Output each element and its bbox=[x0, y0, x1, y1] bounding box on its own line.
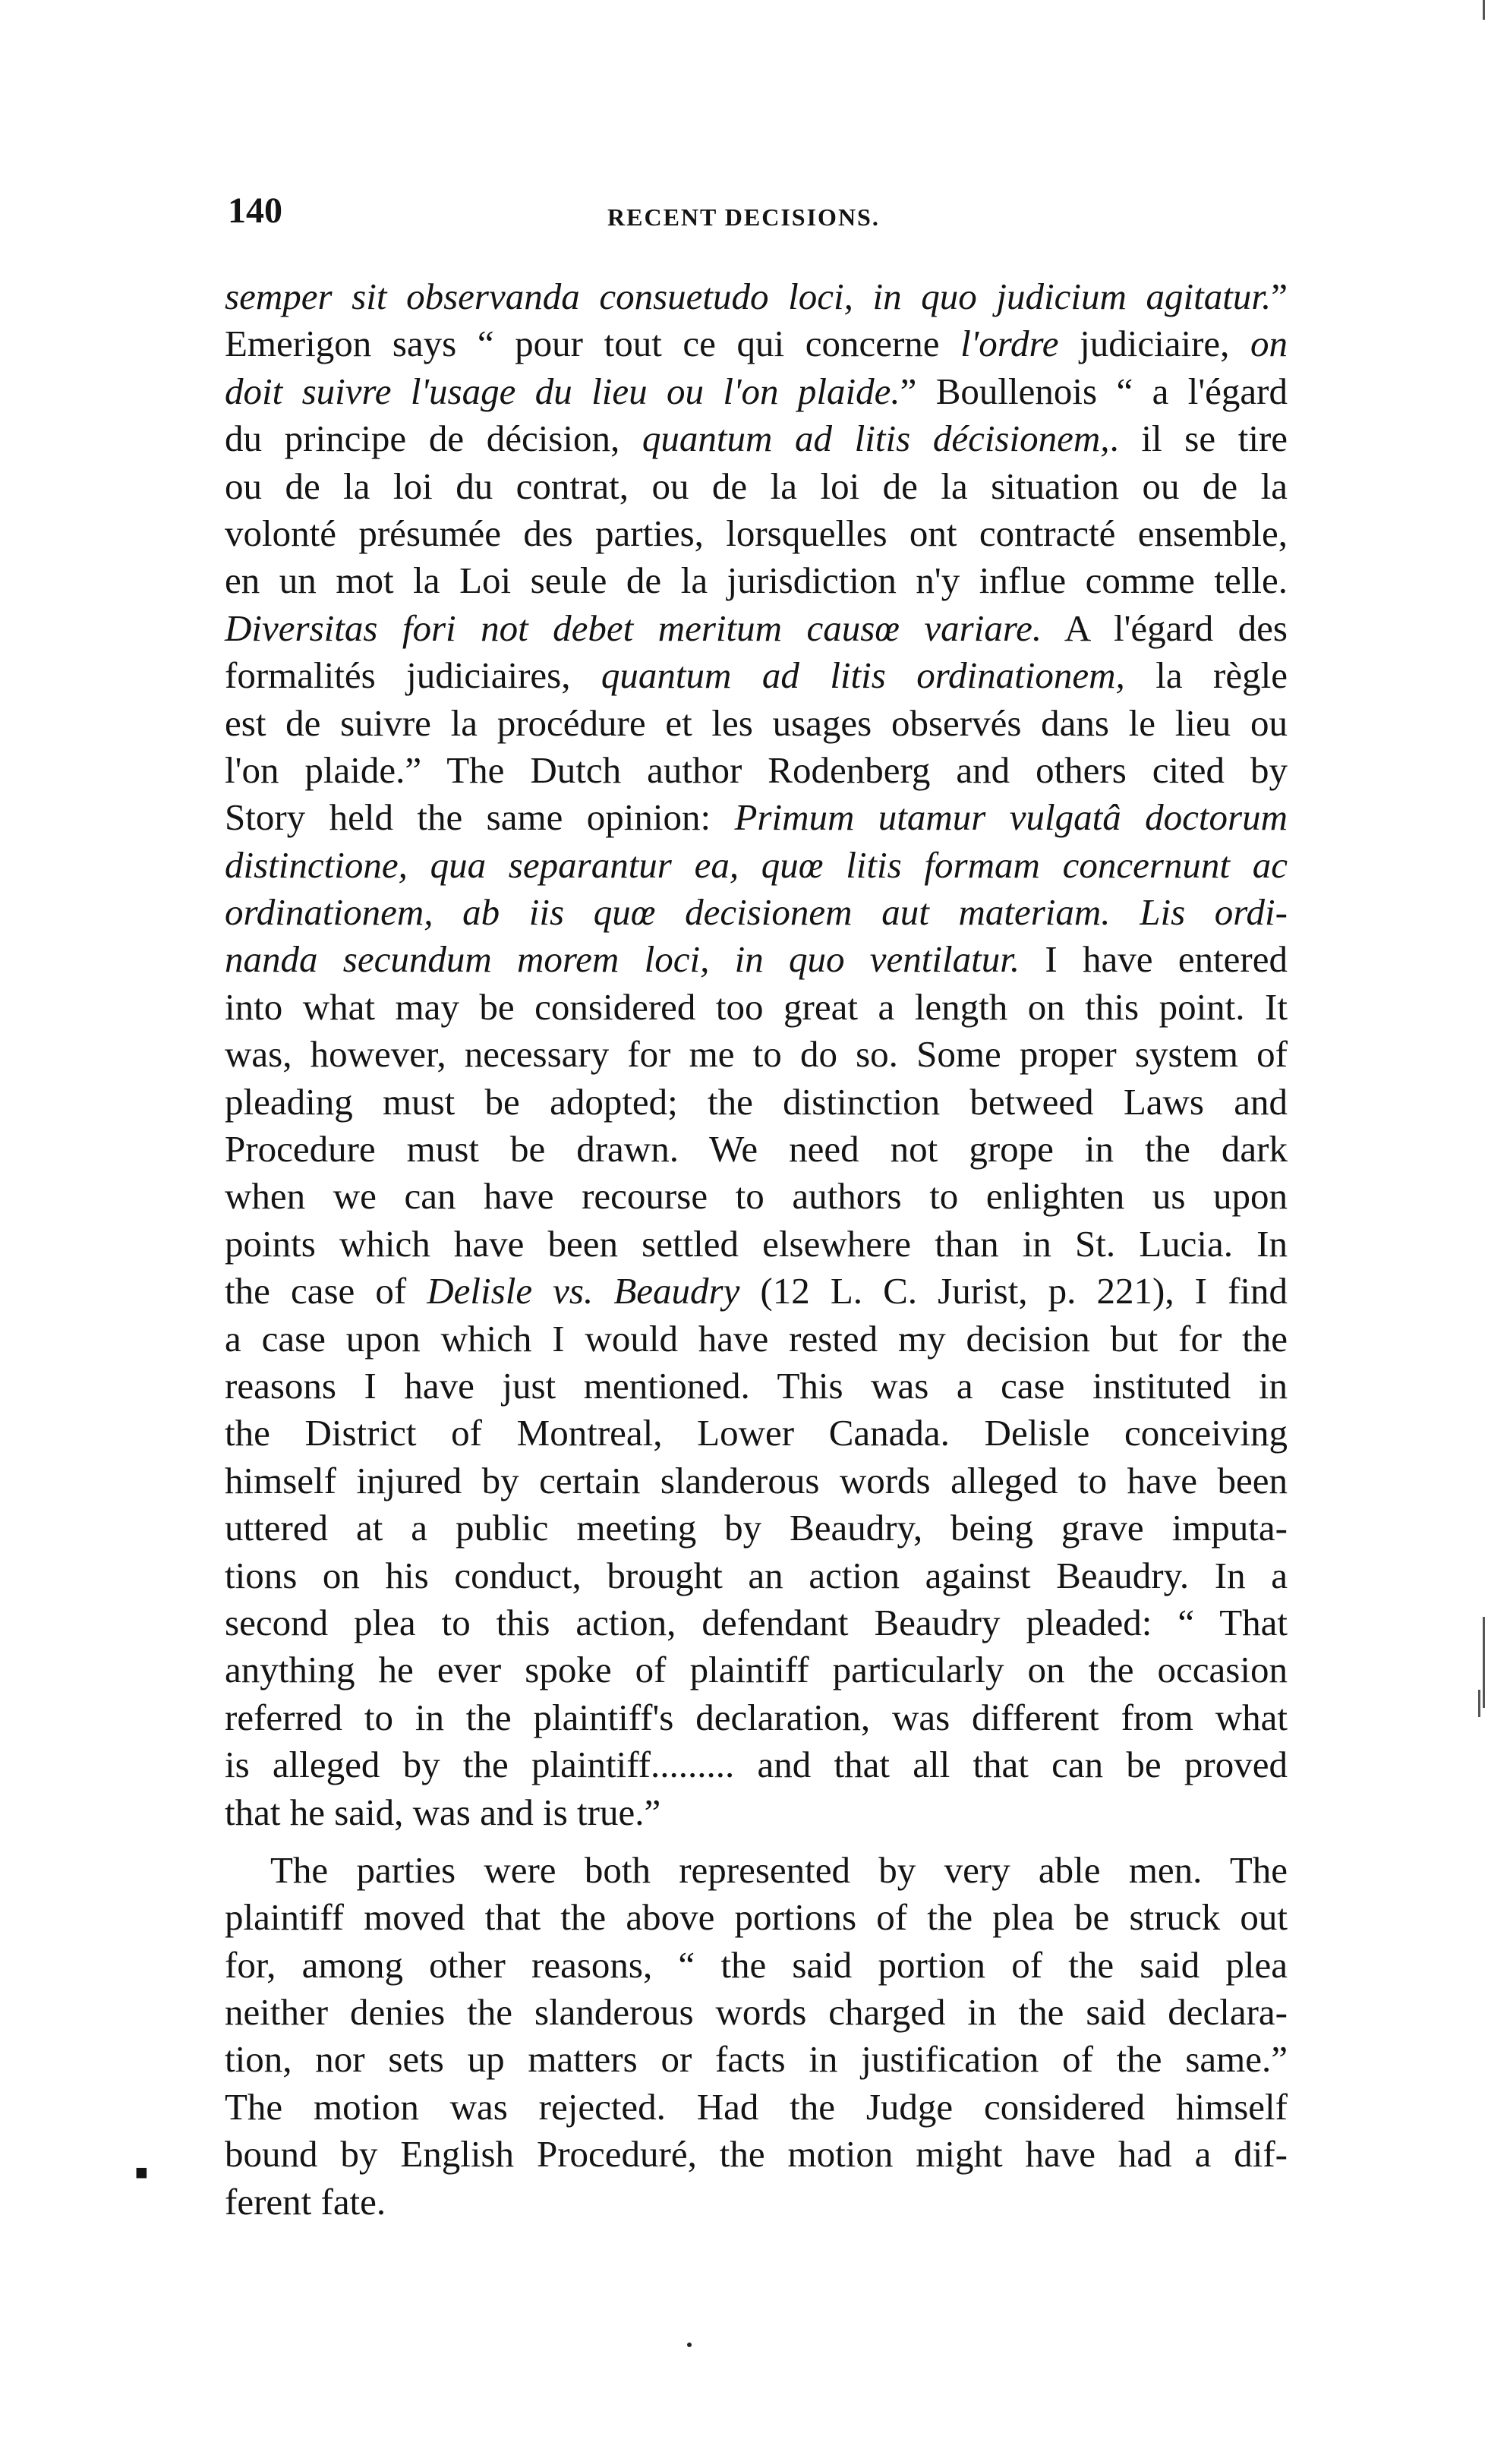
text-line bbox=[225, 510, 1288, 557]
text-line bbox=[225, 936, 1288, 983]
text-line bbox=[225, 1457, 1288, 1505]
text-line bbox=[225, 368, 1288, 415]
text-line bbox=[225, 1173, 1288, 1220]
text-line bbox=[225, 1989, 1288, 2036]
text-line bbox=[225, 1126, 1288, 1173]
text-line bbox=[225, 1646, 1288, 1694]
text-line bbox=[225, 747, 1288, 794]
italic-text: doit suivre l'usage du lieu ou l'on plaide. bbox=[225, 370, 900, 412]
page-edge-mark bbox=[1483, 1617, 1485, 1708]
paragraph-gap bbox=[225, 1836, 1288, 1847]
text-run: ou de la loi du contrat, ou de la loi de la situation ou de la bbox=[225, 465, 1288, 507]
text-run: ferent fate. bbox=[225, 2180, 386, 2223]
italic-text: on bbox=[1250, 323, 1288, 365]
margin-pointer-mark: ■ bbox=[135, 2161, 148, 2185]
text-run: du principe de décision, bbox=[225, 417, 642, 460]
text-line bbox=[225, 1942, 1288, 1989]
text-run: reasons I have just mentioned. This was a case instituted in bbox=[225, 1364, 1288, 1407]
text-run: second plea to this action, defendant Beaudry pleaded: “ That bbox=[225, 1601, 1288, 1643]
text-run: himself injured by certain slanderous words alleged to have been bbox=[225, 1459, 1288, 1501]
italic-text: Primum utamur vulgatâ doctorum bbox=[734, 796, 1288, 839]
text-line bbox=[225, 463, 1288, 510]
page-header bbox=[228, 190, 1291, 243]
text-run: The parties were both represented by very able men. The bbox=[270, 1848, 1288, 1891]
text-line bbox=[225, 1363, 1288, 1410]
text-run: bound by English Proceduré, the motion might have had a dif- bbox=[225, 2133, 1288, 2176]
page-edge-mark bbox=[1478, 1690, 1480, 1717]
text-line bbox=[225, 1268, 1288, 1315]
text-line bbox=[225, 2036, 1288, 2083]
text-line bbox=[225, 605, 1288, 652]
text-line bbox=[225, 1694, 1288, 1741]
text-line bbox=[225, 1847, 1288, 1894]
text-run: tion, nor sets up matters or facts in justification of the same.” bbox=[225, 2038, 1288, 2081]
text-run: judiciaire, bbox=[1058, 323, 1250, 365]
text-run: is alleged by the plaintiff......... and that all that can be proved bbox=[225, 1744, 1288, 1786]
text-run: The motion was rejected. Had the Judge considered himself bbox=[225, 2085, 1288, 2128]
italic-text: Delisle vs. Beaudry bbox=[427, 1270, 740, 1312]
text-run: the case of bbox=[225, 1270, 427, 1312]
text-line bbox=[225, 652, 1288, 699]
text-run: tions on his conduct, brought an action against Beaudry. In a bbox=[225, 1554, 1288, 1596]
text-line bbox=[225, 557, 1288, 604]
text-line bbox=[225, 2131, 1288, 2178]
text-run: anything he ever spoke of plaintiff particularly on the occasion bbox=[225, 1649, 1288, 1691]
text-line bbox=[225, 889, 1288, 936]
italic-text: quantum ad litis décisionem, bbox=[642, 417, 1110, 460]
text-line bbox=[225, 1079, 1288, 1126]
paragraph bbox=[225, 1847, 1288, 2226]
italic-text: distinctione, qua separantur ea, quœ litis formam concernunt ac bbox=[225, 843, 1288, 886]
text-run: la règle bbox=[1124, 654, 1288, 697]
page-edge-mark bbox=[1483, 0, 1485, 20]
text-line bbox=[225, 1031, 1288, 1078]
text-line bbox=[225, 1552, 1288, 1599]
italic-text: nanda secundum morem loci, in quo ventilatur. bbox=[225, 938, 1020, 981]
text-run: the District of Montreal, Lower Canada. Delisle conceiving bbox=[225, 1412, 1288, 1454]
text-run: Story held the same opinion: bbox=[225, 796, 735, 839]
text-run: l'on plaide.” The Dutch author Rodenberg and others cited by bbox=[225, 748, 1288, 791]
text-line bbox=[225, 2084, 1288, 2131]
page-bottom-dot bbox=[687, 2343, 692, 2347]
text-line bbox=[225, 842, 1288, 889]
body-text bbox=[225, 273, 1288, 2226]
page-number: 140 bbox=[228, 191, 282, 231]
text-run: Procedure must be drawn. We need not grope in the dark bbox=[225, 1128, 1288, 1171]
text-line bbox=[225, 320, 1288, 367]
text-run: for, among other reasons, “ the said portion of the said plea bbox=[225, 1943, 1288, 1986]
text-run: . il se tire bbox=[1109, 417, 1288, 460]
text-line bbox=[225, 984, 1288, 1031]
text-run: neither denies the slanderous words charged in the said declara- bbox=[225, 1991, 1288, 2034]
text-run: plaintiff moved that the above portions of the plea be struck out bbox=[225, 1896, 1288, 1939]
text-run: a case upon which I would have rested my decision but for the bbox=[225, 1317, 1288, 1360]
text-line bbox=[225, 1741, 1288, 1788]
text-line bbox=[225, 1505, 1288, 1552]
text-line bbox=[225, 2179, 1288, 2226]
text-line bbox=[225, 415, 1288, 462]
text-run: was, however, necessary for me to do so. Some proper system of bbox=[225, 1033, 1288, 1076]
italic-text: Diversitas fori not debet meritum causœ variare. bbox=[225, 607, 1042, 649]
text-run: Emerigon says “ pour tout ce qui concerne bbox=[225, 323, 961, 365]
text-run: en un mot la Loi seule de la jurisdiction n'y influe comme telle. bbox=[225, 559, 1288, 602]
text-line bbox=[225, 700, 1288, 747]
paragraph bbox=[225, 273, 1288, 1836]
italic-text: quantum ad litis ordinationem, bbox=[601, 654, 1125, 697]
text-line bbox=[225, 794, 1288, 841]
italic-text: ordinationem, ab iis quœ decisionem aut materiam. Lis ordi- bbox=[225, 891, 1288, 934]
text-run: that he said, was and is true.” bbox=[225, 1791, 661, 1833]
text-run: ” bbox=[1271, 276, 1288, 317]
text-line bbox=[225, 273, 1288, 320]
text-line bbox=[225, 1599, 1288, 1646]
text-line bbox=[225, 1221, 1288, 1268]
text-line bbox=[225, 1315, 1288, 1363]
text-line bbox=[225, 1894, 1288, 1941]
text-run: formalités judiciaires, bbox=[225, 654, 601, 697]
text-run: points which have been settled elsewhere than in St. Lucia. In bbox=[225, 1222, 1288, 1265]
italic-text: l'ordre bbox=[960, 323, 1059, 365]
text-run: into what may be considered too great a length on this point. It bbox=[225, 985, 1288, 1028]
text-line bbox=[225, 1789, 1288, 1836]
text-run: est de suivre la procédure et les usages observés dans le lieu ou bbox=[225, 701, 1288, 744]
text-run: uttered at a public meeting by Beaudry, being grave imputa- bbox=[225, 1507, 1288, 1549]
text-run: A l'égard des bbox=[1042, 607, 1288, 649]
text-run: volonté présumée des parties, lorsquelles ont contracté ensemble, bbox=[225, 512, 1288, 554]
text-run: ” Boullenois “ a l'égard bbox=[900, 370, 1288, 412]
text-run: pleading must be adopted; the distinction betweed Laws and bbox=[225, 1080, 1288, 1123]
text-run: when we can have recourse to authors to enlighten us upon bbox=[225, 1175, 1288, 1218]
text-line bbox=[225, 1410, 1288, 1457]
text-run: referred to in the plaintiff's declaration, was different from what bbox=[225, 1696, 1288, 1738]
italic-text: semper sit observanda consuetudo loci, in quo judicium agitatur. bbox=[225, 276, 1272, 317]
text-run: I have entered bbox=[1020, 938, 1288, 981]
text-run: (12 L. C. Jurist, p. 221), I find bbox=[739, 1270, 1288, 1312]
running-head: RECENT DECISIONS. bbox=[607, 203, 880, 231]
